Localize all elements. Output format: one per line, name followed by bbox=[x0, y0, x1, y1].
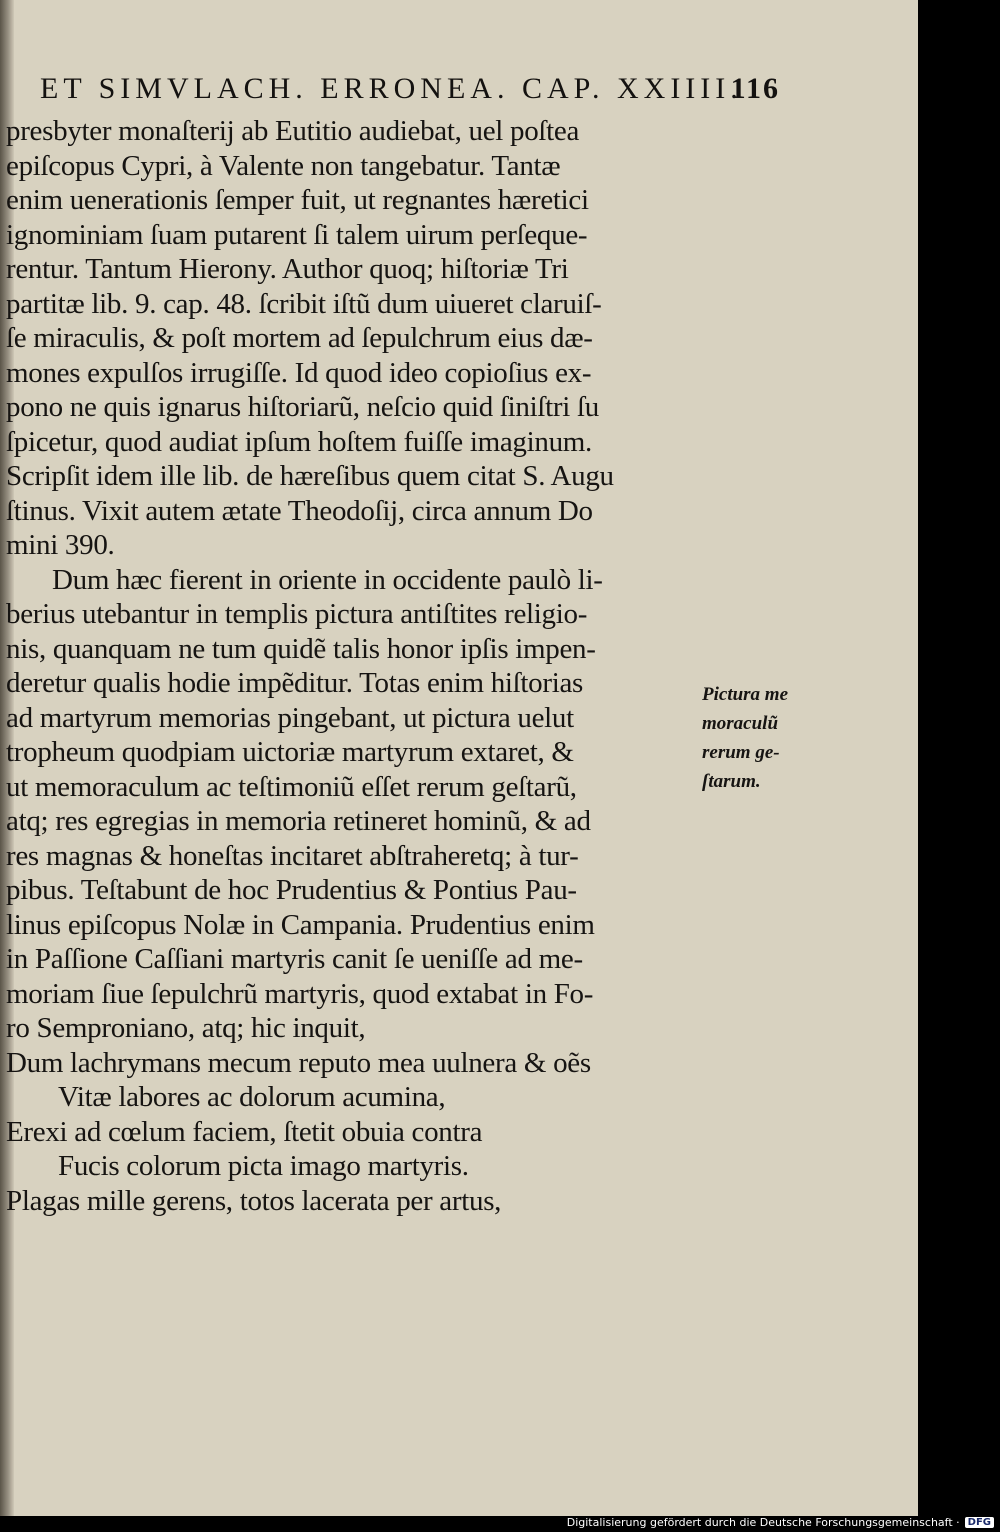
running-head bbox=[40, 72, 780, 112]
text-line: ſpicetur, quod audiat ipſum hoſtem fuiſſe imaginum. bbox=[6, 425, 592, 458]
text-line: res magnas & honeſtas incitaret abſtraheretq; à tur- bbox=[6, 839, 579, 872]
text-line: atq; res egregias in memoria retineret hominũ, & ad bbox=[6, 805, 591, 837]
text-line: nis, quanquam ne tum quidẽ talis honor ipſis impen- bbox=[6, 632, 596, 665]
marginal-note-line: moraculũ bbox=[702, 713, 779, 734]
text-line: in Paſſione Caſſiani martyris canit ſe ueniſſe ad me- bbox=[6, 943, 583, 975]
folio-number: 116 bbox=[730, 72, 780, 105]
text-line: epiſcopus Cypri, à Valente non tangebatur. Tantæ bbox=[6, 149, 561, 182]
digitization-footer bbox=[567, 1513, 994, 1531]
text-line: rentur. Tantum Hierony. Author quoq; hiſtoriæ Tri bbox=[6, 253, 569, 285]
marginal-note bbox=[702, 680, 832, 796]
paragraph-start-line: Dum hæc fierent in oriente in occidente paulò li- bbox=[52, 563, 603, 596]
text-line: berius utebantur in templis pictura antiſtites religio- bbox=[6, 598, 588, 630]
text-line: ſtinus. Vixit autem ætate Theodoſij, circa annum Do bbox=[6, 494, 593, 527]
dfg-logo: DFG bbox=[965, 1517, 994, 1528]
text-line: Scripſit idem ille lib. de hæreſibus quem citat S. Augu bbox=[6, 460, 614, 492]
marginal-note-line: rerum ge- bbox=[702, 742, 780, 763]
marginal-note-line: ſtarum. bbox=[702, 771, 761, 792]
verse-line: Vitæ labores ac dolorum acumina, bbox=[58, 1081, 446, 1113]
text-line: ſe miraculis, & poſt mortem ad ſepulchrum eius dæ- bbox=[6, 322, 593, 354]
running-head-title: ET SIMVLACH. ERRONEA. CAP. XXIIII. bbox=[40, 72, 743, 105]
verse-line: Fucis colorum picta imago martyris. bbox=[58, 1150, 469, 1182]
text-line: moriam ſiue ſepulchrũ martyris, quod extabat in Fo- bbox=[6, 977, 594, 1010]
text-line: partitæ lib. 9. cap. 48. ſcribit iſtũ dum uiueret claruiſ- bbox=[6, 287, 602, 320]
text-line: pibus. Teſtabunt de hoc Prudentius & Pontius Pau- bbox=[6, 874, 577, 906]
text-line: pono ne quis ignarus hiſtoriarũ, neſcio quid ſiniſtri ſu bbox=[6, 391, 599, 423]
text-line: mini 390. bbox=[6, 529, 115, 561]
text-line: tropheum quodpiam uictoriæ martyrum extaret, & bbox=[6, 736, 574, 768]
text-line: mones expulſos irrugiſſe. Id quod ideo copioſius ex- bbox=[6, 356, 592, 389]
text-line: ro Semproniano, atq; hic inquit, bbox=[6, 1012, 366, 1044]
verse-line: Erexi ad cœlum faciem, ſtetit obuia contra bbox=[6, 1115, 483, 1148]
verse-line: Plagas mille gerens, totos lacerata per artus, bbox=[6, 1184, 502, 1217]
text-line: deretur qualis hodie impẽditur. Totas enim hiſtorias bbox=[6, 667, 584, 699]
footer-text: Digitalisierung gefördert durch die Deutsche Forschungsgemeinschaft · bbox=[566, 1515, 960, 1529]
text-line: ut memoraculum ac teſtimoniũ eſſet rerum geſtarũ, bbox=[6, 770, 577, 803]
text-line: linus epiſcopus Nolæ in Campania. Prudentius enim bbox=[6, 908, 595, 941]
text-line: ad martyrum memorias pingebant, ut pictura uelut bbox=[6, 701, 574, 734]
marginal-note-line: Pictura me bbox=[702, 684, 789, 705]
text-line: ignominiam ſuam putarent ſi talem uirum perſeque- bbox=[6, 218, 588, 251]
verse-line: Dum lachrymans mecum reputo mea uulnera & oẽs bbox=[6, 1046, 591, 1079]
text-line: presbyter monaſterij ab Eutitio audiebat, uel poſtea bbox=[6, 115, 580, 147]
text-line: enim uenerationis ſemper fuit, ut regnantes hæretici bbox=[6, 184, 589, 216]
body-text bbox=[6, 114, 716, 1218]
